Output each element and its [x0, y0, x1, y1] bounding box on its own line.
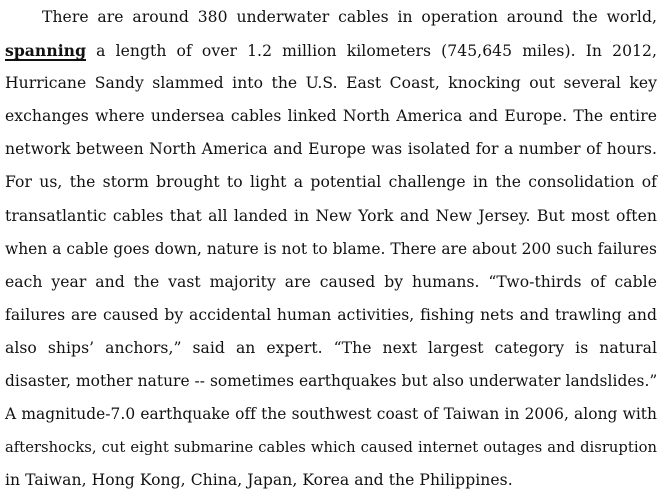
passage-line-5: network between North America and Europe was isolated for a number of hours. [5, 140, 657, 159]
passage-line-10: failures are caused by accidental human activities, fishing nets and trawling and [5, 305, 657, 324]
passage-line-6: For us, the storm brought to light a potential challenge in the consolidation of [5, 173, 657, 192]
passage-line-7: transatlantic cables that all landed in New York and New Jersey. But most often [5, 206, 657, 225]
passage-line-2 [5, 34, 657, 67]
passage-line-12: disaster, mother nature -- sometimes earthquakes but also underwater landslides.” [5, 372, 658, 391]
passage-line-2-text: a length of over 1.2 million kilometers (745,645 miles). In 2012, [96, 42, 657, 61]
passage-line-9: each year and the vast majority are caused by humans. “Two-thirds of cable [5, 272, 657, 291]
passage-line-13: A magnitude-7.0 earthquake off the southwest coast of Taiwan in 2006, along with [5, 405, 657, 424]
passage-line-8: when a cable goes down, nature is not to blame. There are about 200 such failures [5, 239, 657, 258]
passage-line-1: There are around 380 underwater cables in operation around the world, [42, 8, 657, 26]
passage-line-4: exchanges where undersea cables linked North America and Europe. The entire [5, 107, 657, 126]
passage-line-15: in Taiwan, Hong Kong, China, Japan, Korea and the Philippines. [5, 471, 513, 490]
passage-line-11: also ships’ anchors,” said an expert. “The next largest category is natural [5, 338, 657, 357]
passage-line-14: aftershocks, cut eight submarine cables which caused internet outages and disruption [5, 439, 657, 457]
passage-line-3: Hurricane Sandy slammed into the U.S. East Coast, knocking out several key [5, 74, 657, 93]
keyword-spanning: spanning [5, 41, 87, 61]
